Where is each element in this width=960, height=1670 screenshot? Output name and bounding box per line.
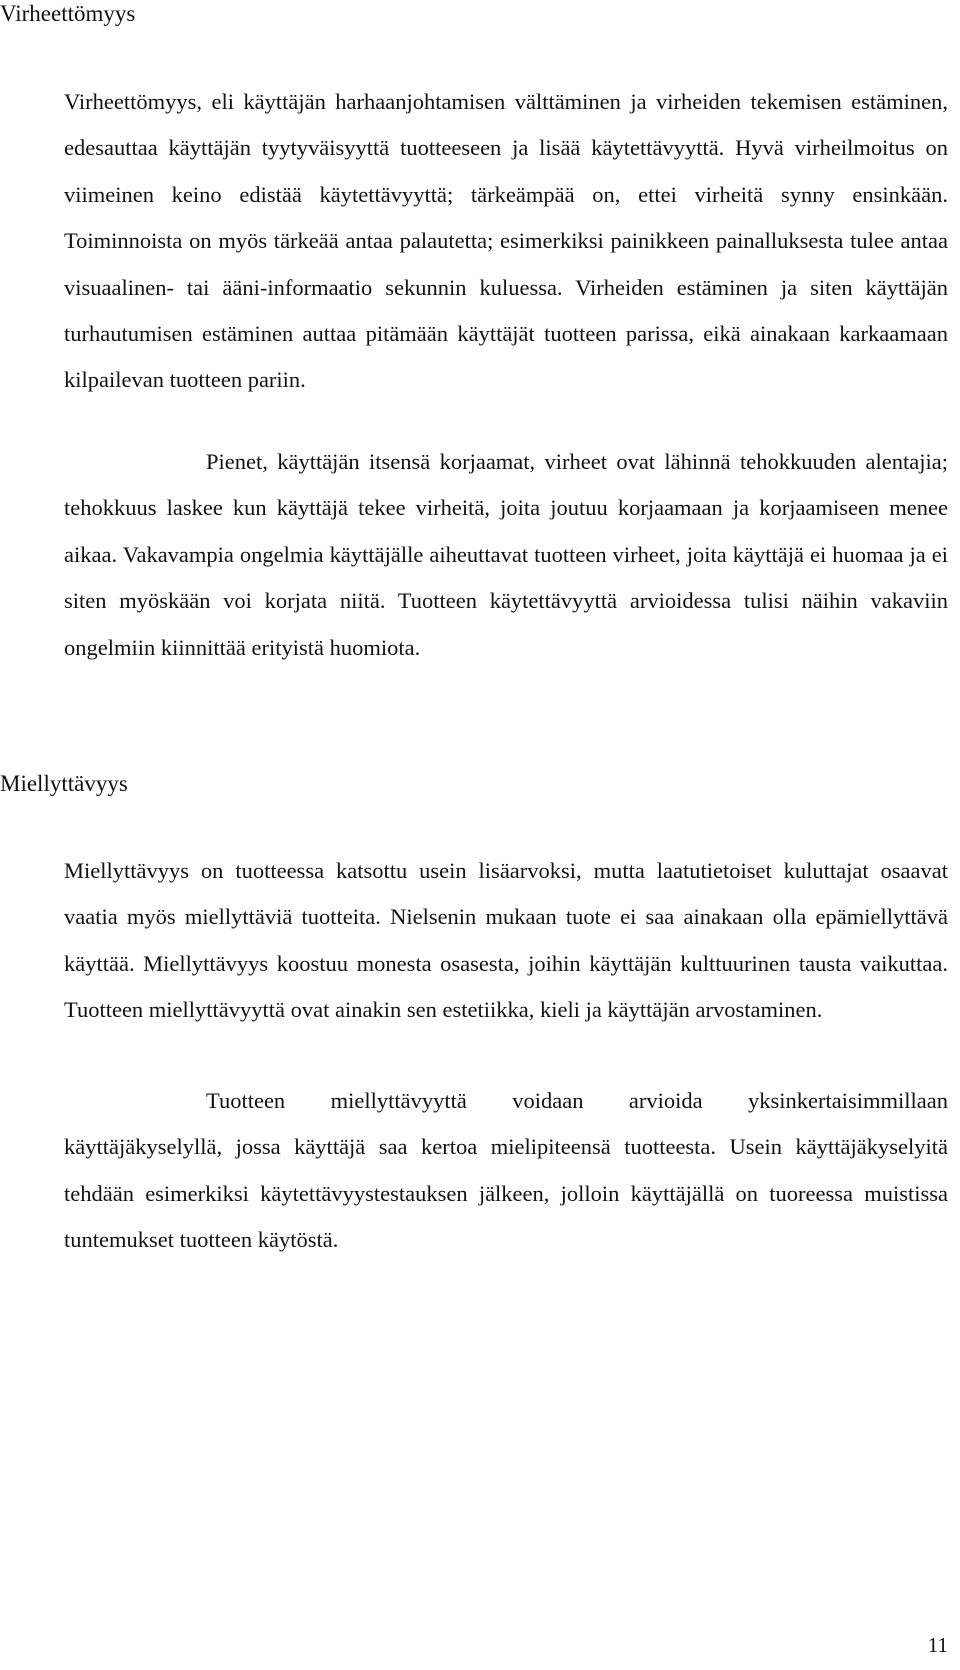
paragraph-miellyttavyys-2: Tuotteen miellyttävyyttä voidaan arvioida yksinkertaisimmillaan käyttäjäkyselyllä, jossa käyttäjä saa kertoa mielipiteensä tuotteesta. Usein käyttäjäkyselyitä tehdään esimerkiksi käytettävyystestauksen jälkeen, jolloin käyttäjällä on tuoreessa muistissa tuntemukset tuotteen käytöstä. (64, 1088, 948, 1253)
section-heading-miellyttavyys: Miellyttävyys (0, 771, 128, 796)
paragraph-virheettomyys-1: Virheettömyys, eli käyttäjän harhaanjohtamisen välttäminen ja virheiden tekemisen estäminen, edesauttaa käyttäjän tyytyväisyyttä tuotteeseen ja lisää käytettävyyttä. Hyvä virheilmoitus on viimeinen keino edistää käytettävyyttä; tärkeämpää on, ettei virheitä synny ensinkään. Toiminnoista on myös tärkeää antaa palautetta; esimerkiksi painikkeen painalluksesta tulee antaa visuaalinen- tai ääni-informaatio sekunnin kuluessa. Virheiden estäminen ja siten käyttäjän turhautumisen estäminen auttaa pitämään käyttäjät tuotteen parissa, eikä ainakaan karkaamaan kilpailevan tuotteen pariin. (64, 89, 948, 393)
paragraph-miellyttavyys-1: Miellyttävyys on tuotteessa katsottu usein lisäarvoksi, mutta laatutietoiset kuluttajat osaavat vaatia myös miellyttäviä tuotteita. Nielsenin mukaan tuote ei saa ainakaan olla epämiellyttävä käyttää. Miellyttävyys koostuu monesta osasesta, joihin käyttäjän kulttuurinen tausta vaikuttaa. Tuotteen miellyttävyyttä ovat ainakin sen estetiikka, kieli ja käyttäjän arvostaminen. (64, 858, 948, 1023)
paragraph-virheettomyys-2: Pienet, käyttäjän itsensä korjaamat, virheet ovat lähinnä tehokkuuden alentajia; tehokkuus laskee kun käyttäjä tekee virheitä, joita joutuu korjaamaan ja korjaamiseen menee aikaa. Vakavampia ongelmia käyttäjälle aiheuttavat tuotteen virheet, joita käyttäjä ei huomaa ja ei siten myöskään voi korjata niitä. Tuotteen käytettävyyttä arvioidessa tulisi näihin vakaviin ongelmiin kiinnittää erityistä huomiota. (64, 449, 948, 660)
section-heading-virheettomyys: Virheettömyys (0, 1, 136, 26)
page-number: 11 (927, 1633, 948, 1657)
